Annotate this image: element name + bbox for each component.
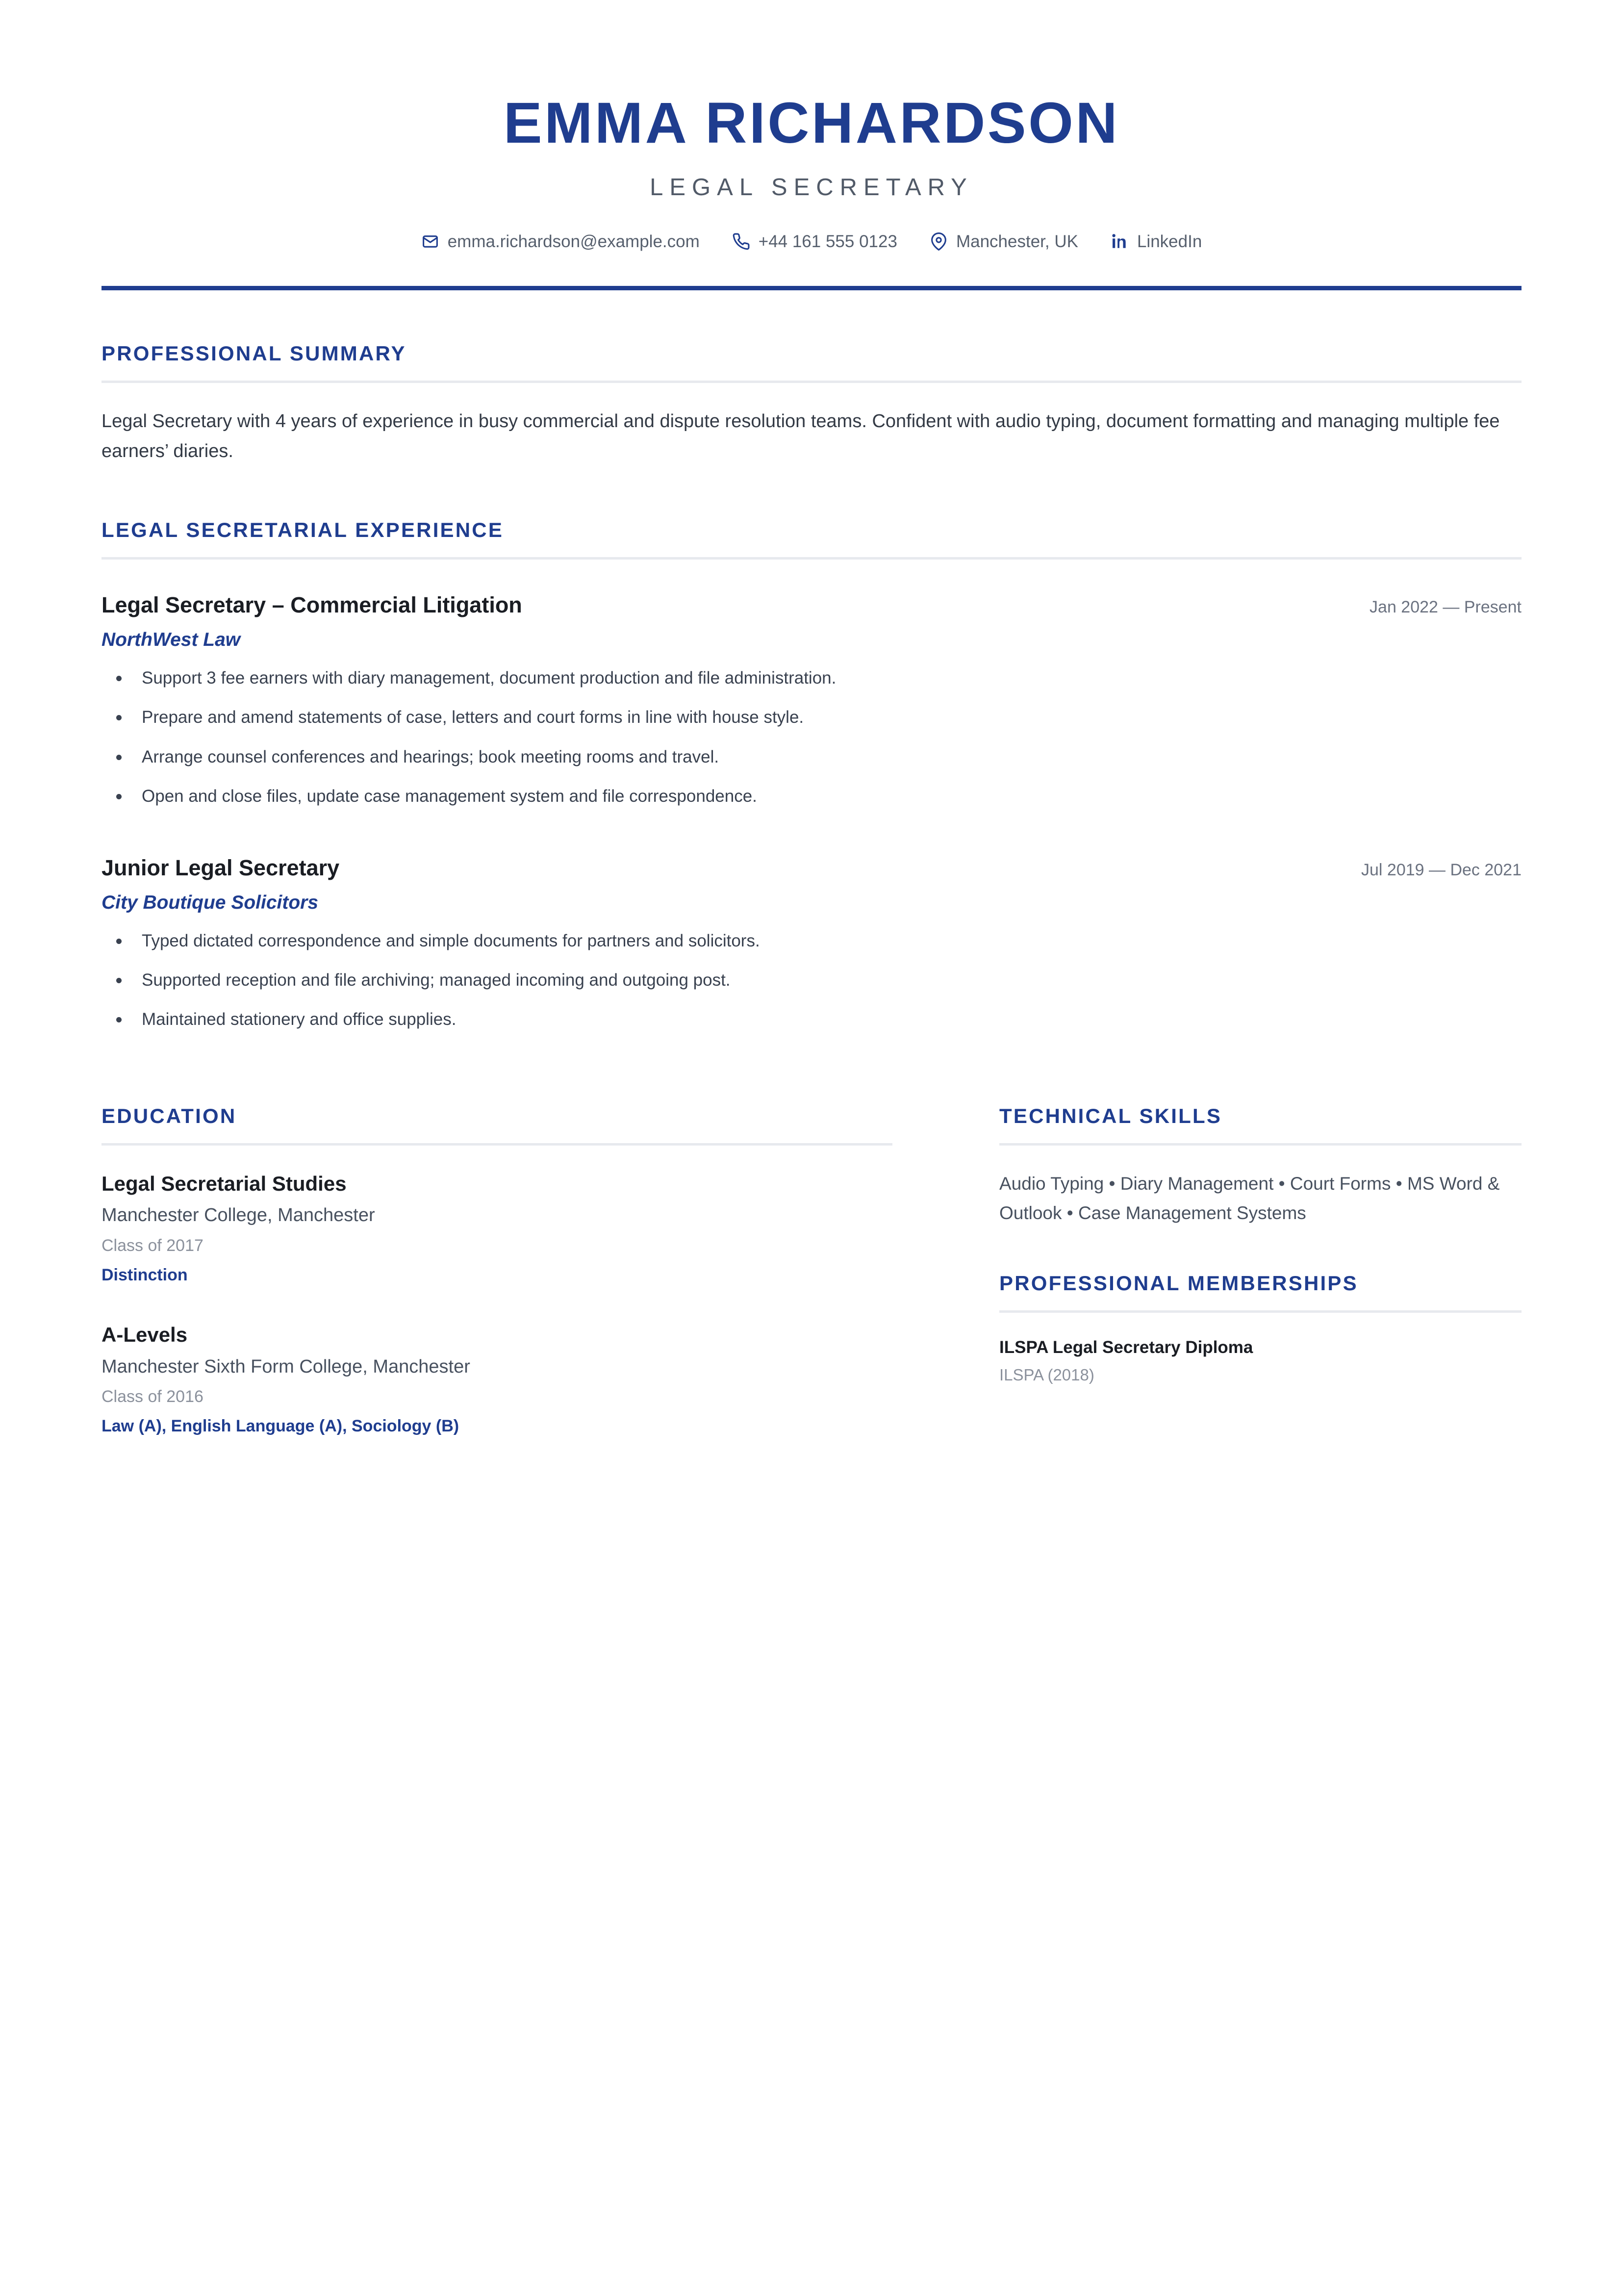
experience-entry-header bbox=[101, 855, 1522, 882]
contact-row bbox=[101, 232, 1522, 251]
location-pin-icon bbox=[930, 232, 948, 251]
education-honors: Distinction bbox=[101, 1265, 188, 1284]
education-school: Manchester College, Manchester bbox=[101, 1205, 375, 1226]
contact-email[interactable] bbox=[421, 232, 700, 251]
section-title-skills: TECHNICAL SKILLS bbox=[999, 1104, 1222, 1127]
job-title: Legal Secretary – Commercial Litigation bbox=[101, 592, 522, 618]
job-company: City Boutique Solicitors bbox=[101, 892, 319, 913]
job-bullet: Support 3 fee earners with diary management, document production and file administration. bbox=[101, 666, 1522, 689]
contact-location-label: Manchester, UK bbox=[956, 231, 1078, 251]
education-year: Class of 2016 bbox=[101, 1387, 203, 1406]
section-professional-memberships bbox=[999, 1271, 1522, 1386]
job-bullet: Prepare and amend statements of case, letters and court forms in line with house style. bbox=[101, 706, 1522, 729]
section-title-summary: PROFESSIONAL SUMMARY bbox=[101, 341, 406, 365]
contact-phone[interactable] bbox=[732, 232, 897, 251]
job-dates: Jul 2019 — Dec 2021 bbox=[1361, 861, 1522, 880]
education-degree: Legal Secretarial Studies bbox=[101, 1172, 347, 1195]
candidate-role: LEGAL SECRETARY bbox=[650, 174, 973, 201]
contact-linkedin[interactable] bbox=[1111, 232, 1202, 251]
education-entry bbox=[101, 1171, 892, 1286]
section-divider bbox=[999, 1143, 1522, 1146]
membership-entry bbox=[999, 1336, 1522, 1385]
section-divider bbox=[101, 381, 1522, 383]
section-professional-summary bbox=[101, 341, 1522, 467]
contact-linkedin-label: LinkedIn bbox=[1137, 231, 1202, 251]
education-honors: Law (A), English Language (A), Sociology (B) bbox=[101, 1417, 459, 1436]
education-school: Manchester Sixth Form College, Manchester bbox=[101, 1356, 470, 1377]
job-bullet: Supported reception and file archiving; managed incoming and outgoing post. bbox=[101, 969, 1522, 992]
section-title-education: EDUCATION bbox=[101, 1104, 237, 1127]
section-title-experience: LEGAL SECRETARIAL EXPERIENCE bbox=[101, 518, 504, 541]
experience-entry-header bbox=[101, 592, 1522, 619]
job-bullet: Typed dictated correspondence and simple documents for partners and solicitors. bbox=[101, 929, 1522, 952]
section-experience bbox=[101, 518, 1522, 1031]
skills-list: Audio Typing • Diary Management • Court Forms • MS Word & Outlook • Case Management Systems bbox=[999, 1173, 1500, 1223]
candidate-name: EMMA RICHARDSON bbox=[503, 91, 1120, 155]
job-bullet-list bbox=[101, 666, 1522, 808]
section-divider bbox=[999, 1310, 1522, 1313]
job-bullet: Maintained stationery and office supplies. bbox=[101, 1008, 1522, 1031]
job-dates: Jan 2022 — Present bbox=[1369, 598, 1522, 617]
section-title-memberships: PROFESSIONAL MEMBERSHIPS bbox=[999, 1271, 1358, 1295]
job-company: NorthWest Law bbox=[101, 629, 241, 651]
education-entry bbox=[101, 1322, 892, 1437]
section-divider bbox=[101, 1143, 892, 1146]
linkedin-icon bbox=[1111, 232, 1129, 251]
membership-issuer: ILSPA (2018) bbox=[999, 1365, 1094, 1384]
membership-name: ILSPA Legal Secretary Diploma bbox=[999, 1338, 1253, 1357]
contact-phone-label: +44 161 555 0123 bbox=[758, 231, 897, 251]
education-degree: A-Levels bbox=[101, 1323, 188, 1347]
job-bullet: Arrange counsel conferences and hearings; book meeting rooms and travel. bbox=[101, 745, 1522, 768]
job-title: Junior Legal Secretary bbox=[101, 855, 340, 881]
contact-location bbox=[930, 232, 1078, 251]
contact-email-label: emma.richardson@example.com bbox=[447, 231, 700, 251]
education-year: Class of 2017 bbox=[101, 1236, 203, 1255]
job-bullet-list bbox=[101, 929, 1522, 1031]
section-technical-skills bbox=[999, 1104, 1522, 1228]
lower-columns bbox=[101, 1104, 1522, 1437]
job-bullet: Open and close files, update case management system and file correspondence. bbox=[101, 785, 1522, 808]
skills-memberships-column bbox=[999, 1104, 1522, 1386]
education-column bbox=[101, 1104, 892, 1437]
resume-header bbox=[101, 0, 1522, 290]
section-education bbox=[101, 1104, 892, 1437]
phone-icon bbox=[732, 232, 750, 251]
experience-entry bbox=[101, 855, 1522, 1031]
section-divider bbox=[101, 557, 1522, 560]
envelope-icon bbox=[421, 232, 439, 251]
summary-text: Legal Secretary with 4 years of experience in busy commercial and dispute resolution teams. Confident with audio typing, document formatting and managing multiple fee earners’ diaries. bbox=[101, 410, 1500, 462]
experience-entry bbox=[101, 592, 1522, 808]
header-divider bbox=[101, 286, 1522, 290]
